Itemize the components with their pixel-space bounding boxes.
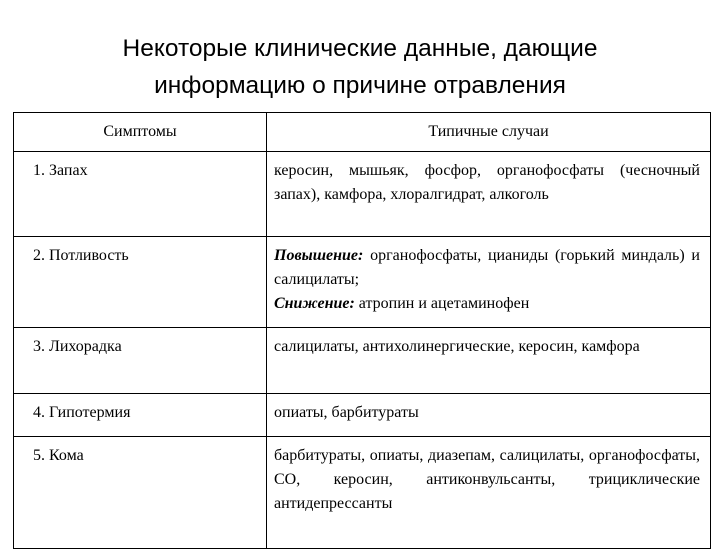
table-header-row — [14, 113, 711, 152]
header-typical-cases: Типичные случаи — [267, 113, 711, 152]
title-line-1: Некоторые клинические данные, дающие — [122, 35, 598, 62]
cases-cell — [267, 237, 711, 328]
symptom-cell: 3. Лихорадка — [14, 328, 267, 394]
symptom-cell: 1. Запах — [14, 152, 267, 237]
symptom-cell: 4. Гипотермия — [14, 394, 267, 437]
title-line-2: информацию о причине отравления — [154, 72, 566, 99]
cases-cell: барбитураты, опиаты, диазепам, салицилаты, органофосфаты, СО, керосин, антиконвульсанты, трициклические антидепрессанты — [267, 437, 711, 549]
symptom-cell: 2. Потливость — [14, 237, 267, 328]
table-row — [14, 152, 711, 237]
decrease-label: Снижение: — [274, 295, 355, 312]
table-row — [14, 394, 711, 437]
increase-text: органофосфаты, цианиды (горький миндаль) и салицилаты; — [274, 247, 700, 288]
table-row — [14, 437, 711, 549]
table-row — [14, 237, 711, 328]
poisoning-symptoms-table — [13, 112, 711, 549]
cases-cell: салицилаты, антихолинергические, керосин, камфора — [267, 328, 711, 394]
decrease-text: атропин и ацетаминофен — [358, 295, 530, 312]
table-row — [14, 328, 711, 394]
symptom-cell: 5. Кома — [14, 437, 267, 549]
increase-label: Повышение: — [274, 247, 364, 264]
cases-cell: керосин, мышьяк, фосфор, органофосфаты (чесночный запах), камфора, хлоралгидрат, алкоголь — [267, 152, 711, 237]
header-symptoms: Симптомы — [14, 113, 267, 152]
cases-cell: опиаты, барбитураты — [267, 394, 711, 437]
page-title — [20, 30, 700, 104]
